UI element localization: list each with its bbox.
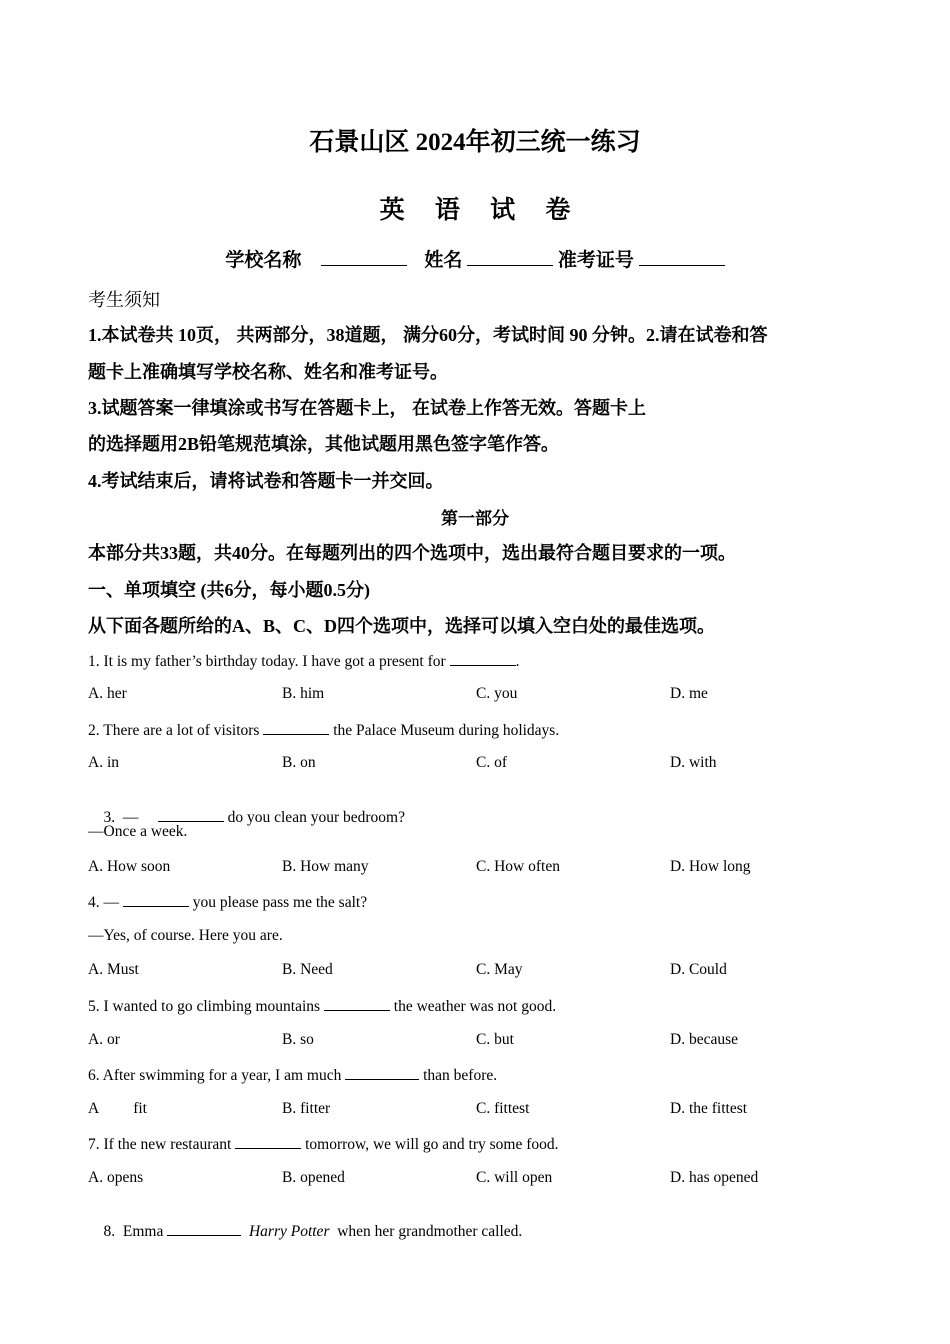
q7-option-c: C. will open	[476, 1169, 553, 1186]
q3-option-a: A. How soon	[88, 858, 171, 875]
exam-title: 石景山区 2024年初三统一练习	[309, 129, 641, 156]
question-4: 4. — you please pass me the salt?	[88, 894, 368, 911]
question-4-reply: —Yes, of course. Here you are.	[88, 927, 283, 944]
q7-option-d: D. has opened	[670, 1169, 759, 1186]
part-intro: 本部分共33题，共40分。在每题列出的四个选项中，选出最符合题目要求的一项。	[88, 543, 736, 563]
question-3: 3. — do you clean your bedroom?	[103, 809, 405, 826]
q6-option-a: A fit	[88, 1100, 147, 1117]
q1-option-d: D. me	[670, 685, 708, 702]
part-heading: 第一部分	[441, 509, 509, 528]
q6-option-b: B. fitter	[282, 1100, 331, 1117]
book-title: Harry Potter	[248, 1223, 330, 1240]
answer-blank	[345, 1065, 419, 1080]
q4-option-d: D. Could	[670, 961, 727, 978]
q5-option-b: B. so	[282, 1031, 314, 1048]
question-3-reply: —Once a week.	[88, 823, 188, 840]
q4-option-a: A. Must	[88, 961, 139, 978]
section-title: 一、单项填空 (共6分，每小题0.5分)	[88, 580, 370, 600]
question-8: 8. Emma Harry Potter when her grandmother called.	[103, 1223, 523, 1240]
exam-id-blank	[639, 247, 725, 266]
question-2: 2. There are a lot of visitors the Palace Museum during holidays.	[88, 722, 560, 739]
q1-option-a: A. her	[88, 685, 127, 702]
q2-option-c: C. of	[476, 754, 507, 771]
question-7: 7. If the new restaurant tomorrow, we will go and try some food.	[88, 1136, 559, 1153]
question-5: 5. I wanted to go climbing mountains the weather was not good.	[88, 998, 557, 1015]
q4-option-c: C. May	[476, 961, 523, 978]
answer-blank	[263, 720, 329, 735]
q2-option-b: B. on	[282, 754, 316, 771]
question-1: 1. It is my father’s birthday today. I have got a present for .	[88, 653, 520, 670]
q3-option-b: B. How many	[282, 858, 369, 875]
question-6: 6. After swimming for a year, I am much than before.	[88, 1067, 498, 1084]
answer-blank	[324, 996, 390, 1011]
notice-line-4: 的选择题用2B铅笔规范填涂，其他试题用黑色签字笔作答。	[88, 434, 560, 454]
notice-line-3: 3.试题答案一律填涂或书写在答题卡上， 在试卷上作答无效。答题卡上	[88, 398, 646, 418]
q4-option-b: B. Need	[282, 961, 333, 978]
q1-option-b: B. him	[282, 685, 325, 702]
answer-blank	[450, 651, 516, 666]
q7-option-b: B. opened	[282, 1169, 345, 1186]
q6-option-c: C. fittest	[476, 1100, 530, 1117]
q6-option-d: D. the fittest	[670, 1100, 748, 1117]
answer-blank	[158, 807, 224, 822]
section-instruction: 从下面各题所给的A、B、C、D四个选项中，选择可以填入空白处的最佳选项。	[88, 616, 715, 636]
notice-line-5: 4.考试结束后，请将试卷和答题卡一并交回。	[88, 471, 444, 491]
q1-option-c: C. you	[476, 685, 518, 702]
q3-option-d: D. How long	[670, 858, 751, 875]
school-blank	[321, 247, 407, 266]
notice-line-1: 1.本试卷共 10页， 共两部分，38道题， 满分60分，考试时间 90 分钟。2.请在试卷和答	[88, 325, 768, 345]
exam-id-label: 准考证号	[557, 250, 634, 271]
student-info-line	[0, 245, 950, 272]
notice-line-2: 题卡上准确填写学校名称、姓名和准考证号。	[88, 362, 448, 382]
school-label: 学校名称	[225, 250, 302, 271]
q2-option-a: A. in	[88, 754, 119, 771]
exam-subtitle: 英 语 试 卷	[379, 197, 583, 224]
q5-option-c: C. but	[476, 1031, 514, 1048]
q5-option-d: D. because	[670, 1031, 738, 1048]
answer-blank	[167, 1221, 241, 1236]
q2-option-d: D. with	[670, 754, 717, 771]
name-label: 姓名	[424, 250, 463, 271]
name-blank	[467, 247, 553, 266]
notice-heading: 考生须知	[88, 290, 160, 310]
q5-option-a: A. or	[88, 1031, 120, 1048]
q7-option-a: A. opens	[88, 1169, 144, 1186]
answer-blank	[123, 892, 189, 907]
answer-blank	[235, 1134, 301, 1149]
q3-option-c: C. How often	[476, 858, 560, 875]
